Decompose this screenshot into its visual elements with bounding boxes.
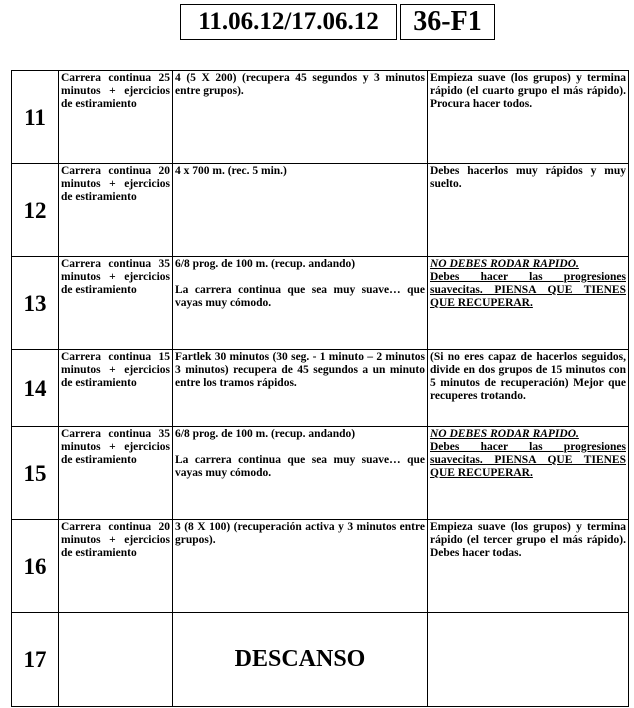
workout-cell: Fartlek 30 minutos (30 seg. - 1 minuto – 2 minutos 3 minutos) recupera de 45 segundos a un minuto entre los tramos rápidos. [173,350,428,427]
workout-cell [173,257,428,350]
note-cell [428,427,629,520]
table-row [12,164,629,257]
table-row [12,613,629,707]
note-text: Debes hacer las progresiones suavecitas. PIENSA QUE TIENES QUE RECUPERAR. [430,271,626,309]
empty-cell [59,613,173,707]
workout-line: 6/8 prog. de 100 m. (recup. andando) [175,258,356,270]
workout-cell [173,427,428,520]
rest-day-label: DESCANSO [173,613,428,707]
warning-text: NO DEBES RODAR RAPIDO. [430,258,579,270]
day-number: 15 [12,427,59,520]
day-number: 11 [12,71,59,164]
workout-cell: 4 (5 X 200) (recupera 45 segundos y 3 minutos entre grupos). [173,71,428,164]
warmup-cell: Carrera continua 20 minutos + ejercicios de estiramiento [59,164,173,257]
warmup-cell: Carrera continua 35 minutos + ejercicios de estiramiento [59,427,173,520]
day-number: 16 [12,520,59,613]
day-number: 14 [12,350,59,427]
note-cell [428,257,629,350]
warmup-cell: Carrera continua 25 minutos + ejercicios de estiramiento [59,71,173,164]
warmup-cell: Carrera continua 20 minutos + ejercicios de estiramiento [59,520,173,613]
training-table [11,70,629,707]
plan-code: 36-F1 [400,4,495,40]
table-row [12,71,629,164]
workout-line: 6/8 prog. de 100 m. (recup. andando) [175,428,356,440]
empty-cell [428,613,629,707]
note-cell: Empieza suave (los grupos) y termina rápido (el cuarto grupo el más rápido). Procura hacer todos. [428,71,629,164]
workout-line: La carrera continua que sea muy suave… que vayas muy cómodo. [175,284,425,309]
table-row [12,350,629,427]
day-number: 17 [12,613,59,707]
note-cell: Empieza suave (los grupos) y termina rápido (el tercer grupo el más rápido). Debes hacer todas. [428,520,629,613]
note-text: Debes hacer las progresiones suavecitas. PIENSA QUE TIENES QUE RECUPERAR. [430,441,626,479]
warmup-cell: Carrera continua 35 minutos + ejercicios de estiramiento [59,257,173,350]
table-row [12,520,629,613]
warmup-cell: Carrera continua 15 minutos + ejercicios de estiramiento [59,350,173,427]
date-range: 11.06.12/17.06.12 [180,4,397,40]
day-number: 12 [12,164,59,257]
table-row [12,427,629,520]
table-row [12,257,629,350]
note-cell: (Si no eres capaz de hacerlos seguidos, divide en dos grupos de 15 minutos con 5 minutos de recuperación) Mejor que recuperes trotando. [428,350,629,427]
workout-cell: 3 (8 X 100) (recuperación activa y 3 minutos entre grupos). [173,520,428,613]
workout-line: La carrera continua que sea muy suave… que vayas muy cómodo. [175,454,425,479]
warning-text: NO DEBES RODAR RAPIDO. [430,428,579,440]
day-number: 13 [12,257,59,350]
note-cell: Debes hacerlos muy rápidos y muy suelto. [428,164,629,257]
week-header [180,4,495,42]
workout-cell: 4 x 700 m. (rec. 5 min.) [173,164,428,257]
